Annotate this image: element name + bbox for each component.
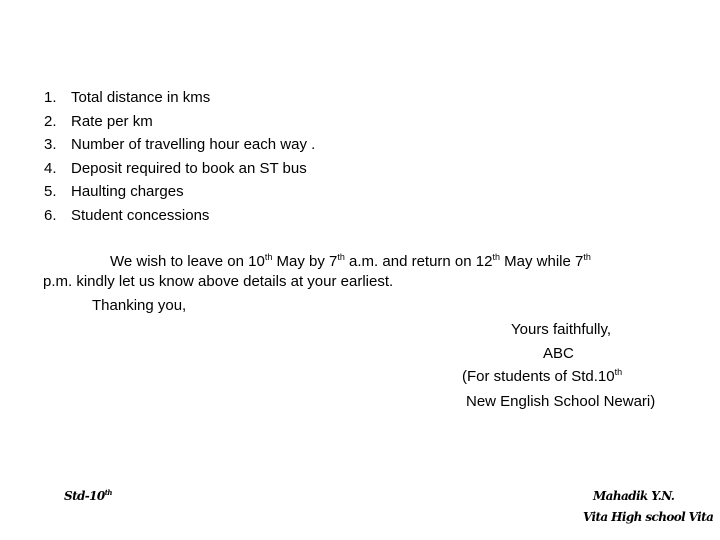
list-text: Rate per km <box>71 112 153 130</box>
paragraph-line-1: We wish to leave on 10th May by 7th a.m. and return on 12th May while 7th <box>110 252 591 270</box>
thanking-line: Thanking you, <box>92 297 187 314</box>
footer-school-name: Vita High school Vita <box>583 510 714 524</box>
list-number: 1. <box>44 89 57 106</box>
for-students-line: (For students of Std.10th <box>462 367 623 385</box>
request-list <box>44 86 315 228</box>
list-text: Student concessions <box>71 206 210 224</box>
closing-line: Yours faithfully, <box>511 321 612 338</box>
footer-author-name: Mahadik Y.N. <box>593 489 675 503</box>
list-text: Number of travelling hour each way . <box>71 136 316 154</box>
school-line: New English School Newari) <box>466 393 656 410</box>
footer-left-label: Std-10th <box>64 488 112 503</box>
list-item <box>44 180 315 204</box>
list-text: Haulting charges <box>71 183 184 201</box>
list-number: 5. <box>44 183 57 201</box>
list-item <box>44 133 315 157</box>
list-item <box>44 110 315 134</box>
signer-name: ABC <box>543 345 574 362</box>
list-number: 4. <box>44 159 57 177</box>
list-number: 3. <box>44 136 57 154</box>
list-item <box>44 86 315 110</box>
list-number: 6. <box>44 206 57 224</box>
paragraph-line-2: p.m. kindly let us know above details at your earliest. <box>43 273 394 290</box>
list-item <box>44 204 315 228</box>
list-text: Deposit required to book an ST bus <box>71 159 307 177</box>
list-item <box>44 157 315 181</box>
list-text: Total distance in kms <box>71 89 211 106</box>
list-number: 2. <box>44 112 57 130</box>
